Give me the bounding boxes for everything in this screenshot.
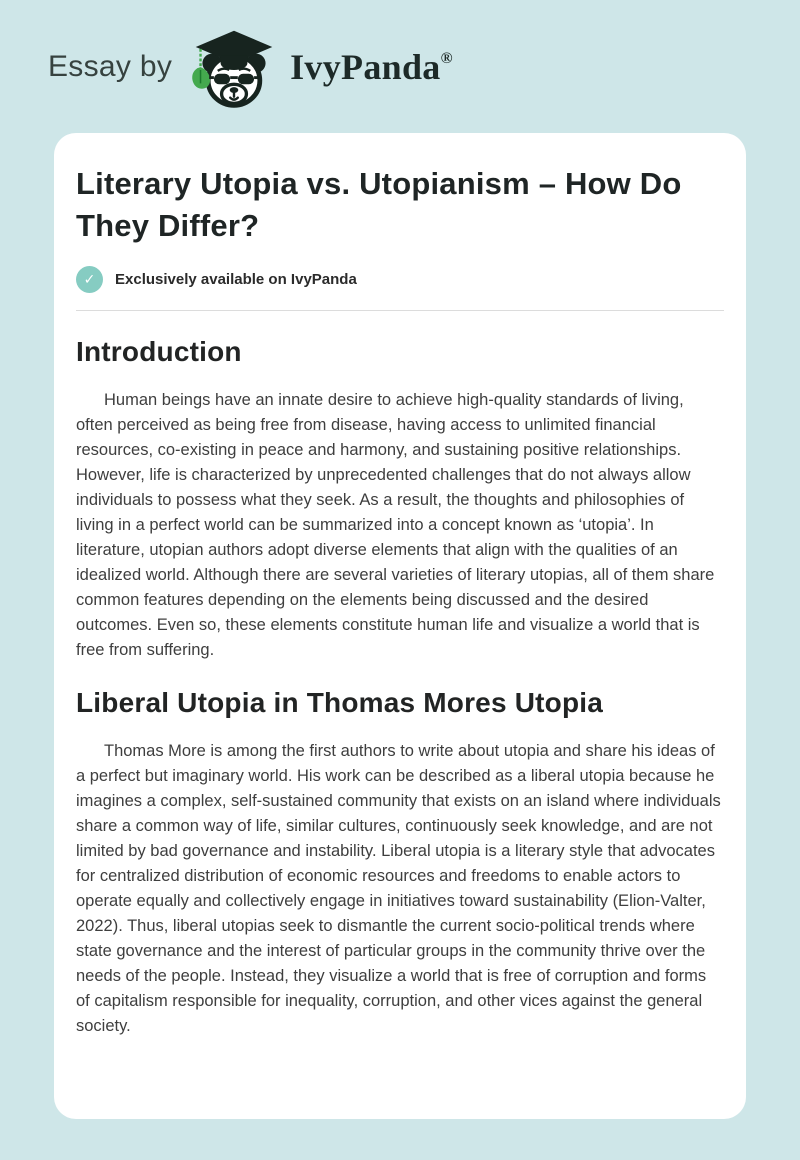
divider [76,310,724,311]
check-icon: ✓ [76,266,103,293]
paragraph-liberal-utopia: Thomas More is among the first authors to write about utopia and share his ideas of a perfect but imaginary world. His work can be described as a liberal utopia because he imagines a complex, self-sustained community that exists on an island where individuals share a common way of life, similar cultures, continuously seek knowledge, and are not limited by bad governance and instability. Liberal utopia is a literary style that advocates for centralized distribution of economic resources and freedoms to enable actors to operate equally and collectively engage in initiatives toward sustainability (Elion-Valter, 2022). Thus, liberal utopias seek to dismantle the current socio-political trends where state governance and the interest of particular groups in the community thrive over the needs of the people. Instead, they visualize a world that is free of corruption and forms of capitalism responsible for inequality, corruption, and other vices against the general society. [76,742,721,1035]
section-heading-liberal-utopia: Liberal Utopia in Thomas Mores Utopia [76,687,604,718]
section-introduction [76,336,724,663]
exclusive-badge-label: Exclusively available on IvyPanda [115,271,357,288]
essay-by-label: Essay by [48,49,173,83]
exclusive-badge [76,266,724,293]
panda-graduate-icon [186,25,282,113]
essay-card [54,133,746,1119]
registered-mark: ® [440,49,453,67]
brand-name [290,46,453,88]
brand-text: IvyPanda [290,46,441,87]
site-header [0,0,800,133]
paragraph-introduction: Human beings have an innate desire to achieve high-quality standards of living, often perceived as being free from disease, having access to unlimited financial resources, co-existing in peace and harmony, and sustaining positive relationships. However, life is characterized by unprecedented challenges that do not always allow individuals to possess what they seek. As a result, the thoughts and philosophies of living in a perfect world can be summarized into a concept known as ‘utopia’. In literature, utopian authors adopt diverse elements that align with the qualities of an idealized world. Although there are several varieties of literary utopias, all of them share common features depending on the elements being discussed and the desired outcomes. Even so, these elements constitute human life and visualize a world that is free from suffering. [76,391,715,659]
section-heading-introduction: Introduction [76,336,242,367]
essay-title: Literary Utopia vs. Utopianism – How Do They Differ? [76,166,682,243]
section-liberal-utopia [76,687,724,1039]
